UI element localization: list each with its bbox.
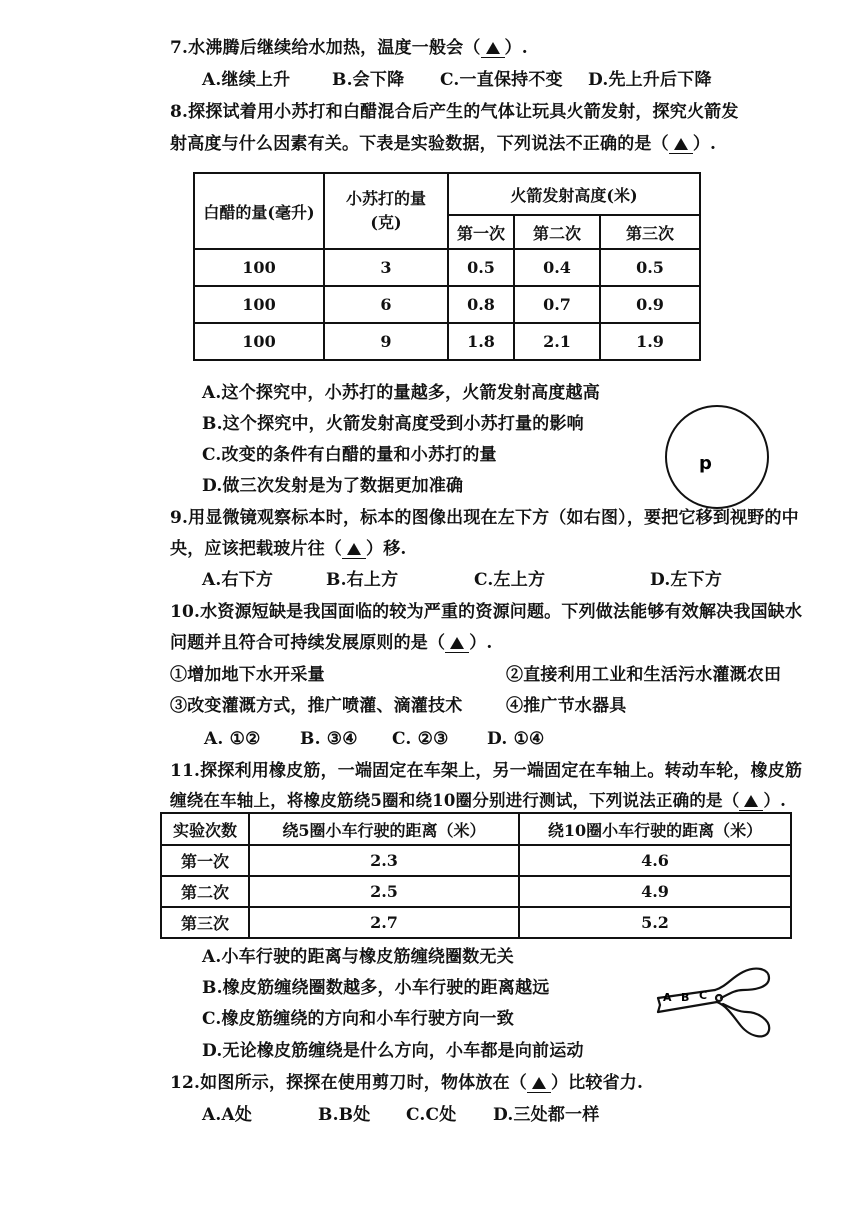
q9-stem-text: 央，应该把载玻片往（ [170,539,342,559]
q7-option-d: D.先上升后下降 [588,70,712,90]
table-cell: 3 [324,249,448,286]
header-5-turns: 绕5圈小车行驶的距离（米） [249,813,519,845]
q10-stem-text: 问题并且符合可持续发展原则的是（ [170,633,446,653]
q12-stem [170,1072,643,1094]
table-row [161,876,791,907]
q12-option-c: C.C处 [406,1105,457,1125]
header-vinegar: 白醋的量(毫升) [194,173,324,249]
scissors-pivot [716,995,722,1001]
q7-option-a: A.继续上升 [202,70,291,90]
table-cell: 5.2 [519,907,791,938]
q7-option-c: C.一直保持不变 [440,70,563,90]
answer-blank [445,632,469,654]
q10-item-3: ③改变灌溉方式，推广喷灌、滴灌技术 [170,696,463,716]
table-cell: 2.1 [514,323,600,360]
q9-option-c: C.左上方 [474,570,546,590]
q8-stem-line2 [170,133,716,155]
q12-stem-text: 12.如图所示，探探在使用剪刀时，物体放在（ [170,1073,527,1093]
q9-option-d: D.左下方 [650,570,723,590]
q9-stem-line2 [170,538,407,560]
table-cell: 2.7 [249,907,519,938]
q11-option-d: D.无论橡皮筋缠绕是什么方向，小车都是向前运动 [202,1041,584,1061]
scissors-handle-upper [715,969,769,998]
table-cell: 0.8 [448,286,514,323]
header-soda [324,173,448,249]
header-trial-3: 第三次 [600,215,700,249]
table-cell: 6 [324,286,448,323]
table-cell: 0.5 [448,249,514,286]
table-cell: 4.6 [519,845,791,876]
q10-item-2: ②直接利用工业和生活污水灌溉农田 [506,665,782,685]
table-row [161,907,791,938]
q11-stem-end: ）. [763,791,787,810]
answer-blank [527,1072,551,1094]
q9-stem-line1: 9.用显微镜观察标本时，标本的图像出现在左下方（如右图），要把它移到视野的中 [170,508,799,528]
q11-option-a: A.小车行驶的距离与橡皮筋缠绕圈数无关 [202,947,514,967]
answer-blank [739,790,763,812]
answer-blank [669,133,693,155]
header-trial: 实验次数 [161,813,249,845]
q9-option-a: A.右下方 [202,570,274,590]
field-circle [666,406,768,508]
q10-stem-line1: 10.水资源短缺是我国面临的较为严重的资源问题。下列做法能够有效解决我国缺水 [170,602,803,622]
triangle-icon [744,795,758,807]
table-cell: 4.9 [519,876,791,907]
header-soda-unit: (克) [370,213,402,232]
table-cell: 0.5 [600,249,700,286]
table-row [194,286,700,323]
q8-option-a: A.这个探究中，小苏打的量越多，火箭发射高度越高 [202,383,600,403]
q11-option-b: B.橡皮筋缠绕圈数越多，小车行驶的距离越远 [202,978,550,998]
q10-stem-end: ）. [469,633,493,653]
table-row [161,845,791,876]
q12-stem-end: ）比较省力. [550,1073,644,1093]
table-cell: 2.3 [249,845,519,876]
label-a: A [663,991,672,1004]
q7-stem-text: 7.水沸腾后继续给水加热，温度一般会（ [170,38,481,58]
q10-stem-line2 [170,632,493,654]
table-cell: 1.9 [600,323,700,360]
table-row [194,249,700,286]
q7-stem [170,37,528,59]
q10-option-d: D. ①④ [487,729,545,749]
label-c: C [699,989,708,1002]
table-cell: 100 [194,323,324,360]
q11-stem-text: 缠绕在车轴上，将橡皮筋绕5圈和绕10圈分别进行测试，下列说法正确的是（ [170,791,740,810]
table-cell: 第三次 [161,907,249,938]
q9-option-b: B.右上方 [326,570,399,590]
triangle-icon [450,637,464,649]
q10-item-1: ①增加地下水开采量 [170,665,325,685]
table-cell: 0.9 [600,286,700,323]
table-cell: 0.7 [514,286,600,323]
q11-option-c: C.橡皮筋缠绕的方向和小车行驶方向一致 [202,1009,514,1029]
table-cell: 第一次 [161,845,249,876]
q8-stem-text: 射高度与什么因素有关。下表是实验数据，下列说法不正确的是（ [170,134,669,154]
q10-option-a: A. ①② [204,729,261,749]
header-trial-2: 第二次 [514,215,600,249]
microscope-field-figure [662,402,772,512]
scissors-handle-lower [717,1002,769,1036]
header-soda-label: 小苏打的量 [345,189,426,208]
q10-option-b: B. ③④ [300,729,358,749]
q8-stem-line1: 8.探探试着用小苏打和白醋混合后产生的气体让玩具火箭发射，探究火箭发 [170,102,739,122]
table-cell: 2.5 [249,876,519,907]
q12-option-a: A.A处 [202,1105,253,1125]
table-cell: 100 [194,286,324,323]
q8-option-c: C.改变的条件有白醋的量和小苏打的量 [202,445,497,465]
table-cell: 第二次 [161,876,249,907]
q9-stem-end: ）移. [366,539,407,559]
triangle-icon [674,138,688,150]
q7-option-b: B.会下降 [332,70,405,90]
specimen-label: p [699,453,712,474]
rocket-data-table [193,172,701,361]
car-distance-table [160,812,792,939]
q12-option-b: B.B处 [318,1105,371,1125]
q11-stem-line2 [170,790,786,812]
q8-stem-end: ）. [692,134,717,154]
triangle-icon [347,543,361,555]
table-cell: 1.8 [448,323,514,360]
q7-stem-end: ）. [504,38,528,58]
triangle-icon [486,42,500,54]
triangle-icon [532,1077,546,1089]
header-10-turns: 绕10圈小车行驶的距离（米） [519,813,791,845]
q11-stem-line1: 11.探探利用橡皮筋，一端固定在车架上，另一端固定在车轴上。转动车轮，橡皮筋 [170,761,803,781]
answer-blank [481,37,505,59]
q12-option-d: D.三处都一样 [493,1105,600,1125]
label-b: B [681,991,690,1004]
scissors-tip [658,998,660,1012]
header-trial-1: 第一次 [448,215,514,249]
q10-item-4: ④推广节水器具 [506,696,627,716]
scissors-figure [655,960,780,1052]
answer-blank [342,538,366,560]
q10-option-c: C. ②③ [392,729,449,749]
q8-option-d: D.做三次发射是为了数据更加准确 [202,476,464,496]
table-row [194,323,700,360]
table-cell: 9 [324,323,448,360]
q8-option-b: B.这个探究中，火箭发射高度受到小苏打量的影响 [202,414,584,434]
header-height: 火箭发射高度(米) [448,173,700,215]
table-cell: 0.4 [514,249,600,286]
table-cell: 100 [194,249,324,286]
